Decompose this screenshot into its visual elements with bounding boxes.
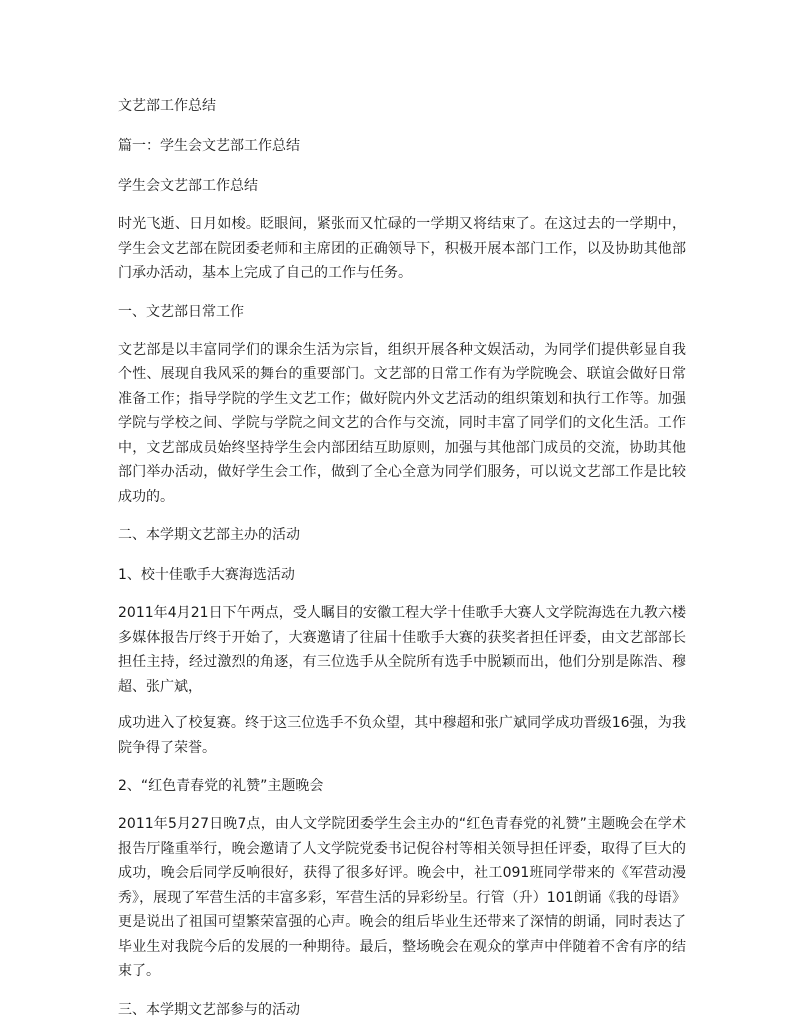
heading-participated-activities: 三、本学期文艺部参与的活动 — [118, 1001, 300, 1018]
party-gala-paragraph: 2011年5月27日晚7点，由人文学院团委学生会主办的“红色青春党的礼赞”主题晚会在学术报告厅隆重举行，晚会邀请了人文学院党委书记倪谷村等相关领导担任评委，取得了巨大的成功，晚会后同学反响很好，获得了很多好评。晚会中，社工091班同学带来的《军营动漫秀》，展现了军营生活的丰富多彩，军营生活的异彩纷呈。行管（升）101朗诵《我的母语》更是说出了祖国可望繁荣富强的心声。晚会的组后毕业生还带来了深情的朗诵，同时表达了毕业生对我院今后的发展的一种期待。最后，整场晚会在观众的掌声中伴随着不舍有序的结束了。 — [118, 816, 686, 979]
document-page — [118, 92, 686, 1036]
chapter-title: 篇一：学生会文艺部工作总结 — [118, 138, 300, 154]
document-title: 文艺部工作总结 — [118, 98, 216, 114]
daily-work-paragraph: 文艺部是以丰富同学们的课余生活为宗旨，组织开展各种文娱活动，为同学们提供彰显自我个性、展现自我风采的舞台的重要部门。文艺部的日常工作有为学院晚会、联谊会做好日常准备工作；指导学院的学生文艺工作；做好院内外文艺活动的组织策划和执行工作等。加强学院与学校之间、学院与学院之间文艺的合作与交流，同时丰富了同学们的文化生活。工作中，文艺部成员始终坚持学生会内部团结互助原则，加强与其他部门成员的交流，协助其他部门举办活动，做好学生会工作，做到了全心全意为同学们服务，可以说文艺部工作是比较成功的。 — [118, 341, 686, 505]
singer-contest-result-paragraph: 成功进入了校复赛。终于这三位选手不负众望，其中穆超和张广斌同学成功晋级16强，为我院争得了荣誉。 — [118, 715, 686, 756]
intro-paragraph: 时光飞逝、日月如梭。眨眼间，紧张而又忙碌的一学期又将结束了。在这过去的一学期中，学生会文艺部在院团委老师和主席团的正确领导下，积极开展本部门工作，以及协助其他部门承办活动，基本上完成了自己的工作与任务。 — [118, 216, 686, 281]
heading-daily-work: 一、文艺部日常工作 — [118, 303, 244, 320]
subheading-party-gala: 2、“红色青春党的礼赞”主题晚会 — [118, 778, 324, 794]
singer-contest-paragraph: 2011年4月21日下午两点，受人瞩目的安徽工程大学十佳歌手大赛人文学院海选在九教六楼多媒体报告厅终于开始了，大赛邀请了往届十佳歌手大赛的获奖者担任评委，由文艺部部长担任主持，经过激烈的角逐，有三位选手从全院所有选手中脱颖而出，他们分别是陈浩、穆超、张广斌， — [118, 605, 686, 695]
section-title: 学生会文艺部工作总结 — [118, 178, 258, 194]
heading-hosted-activities: 二、本学期文艺部主办的活动 — [118, 527, 300, 543]
subheading-singer-contest: 1、校十佳歌手大赛海选活动 — [118, 567, 295, 583]
